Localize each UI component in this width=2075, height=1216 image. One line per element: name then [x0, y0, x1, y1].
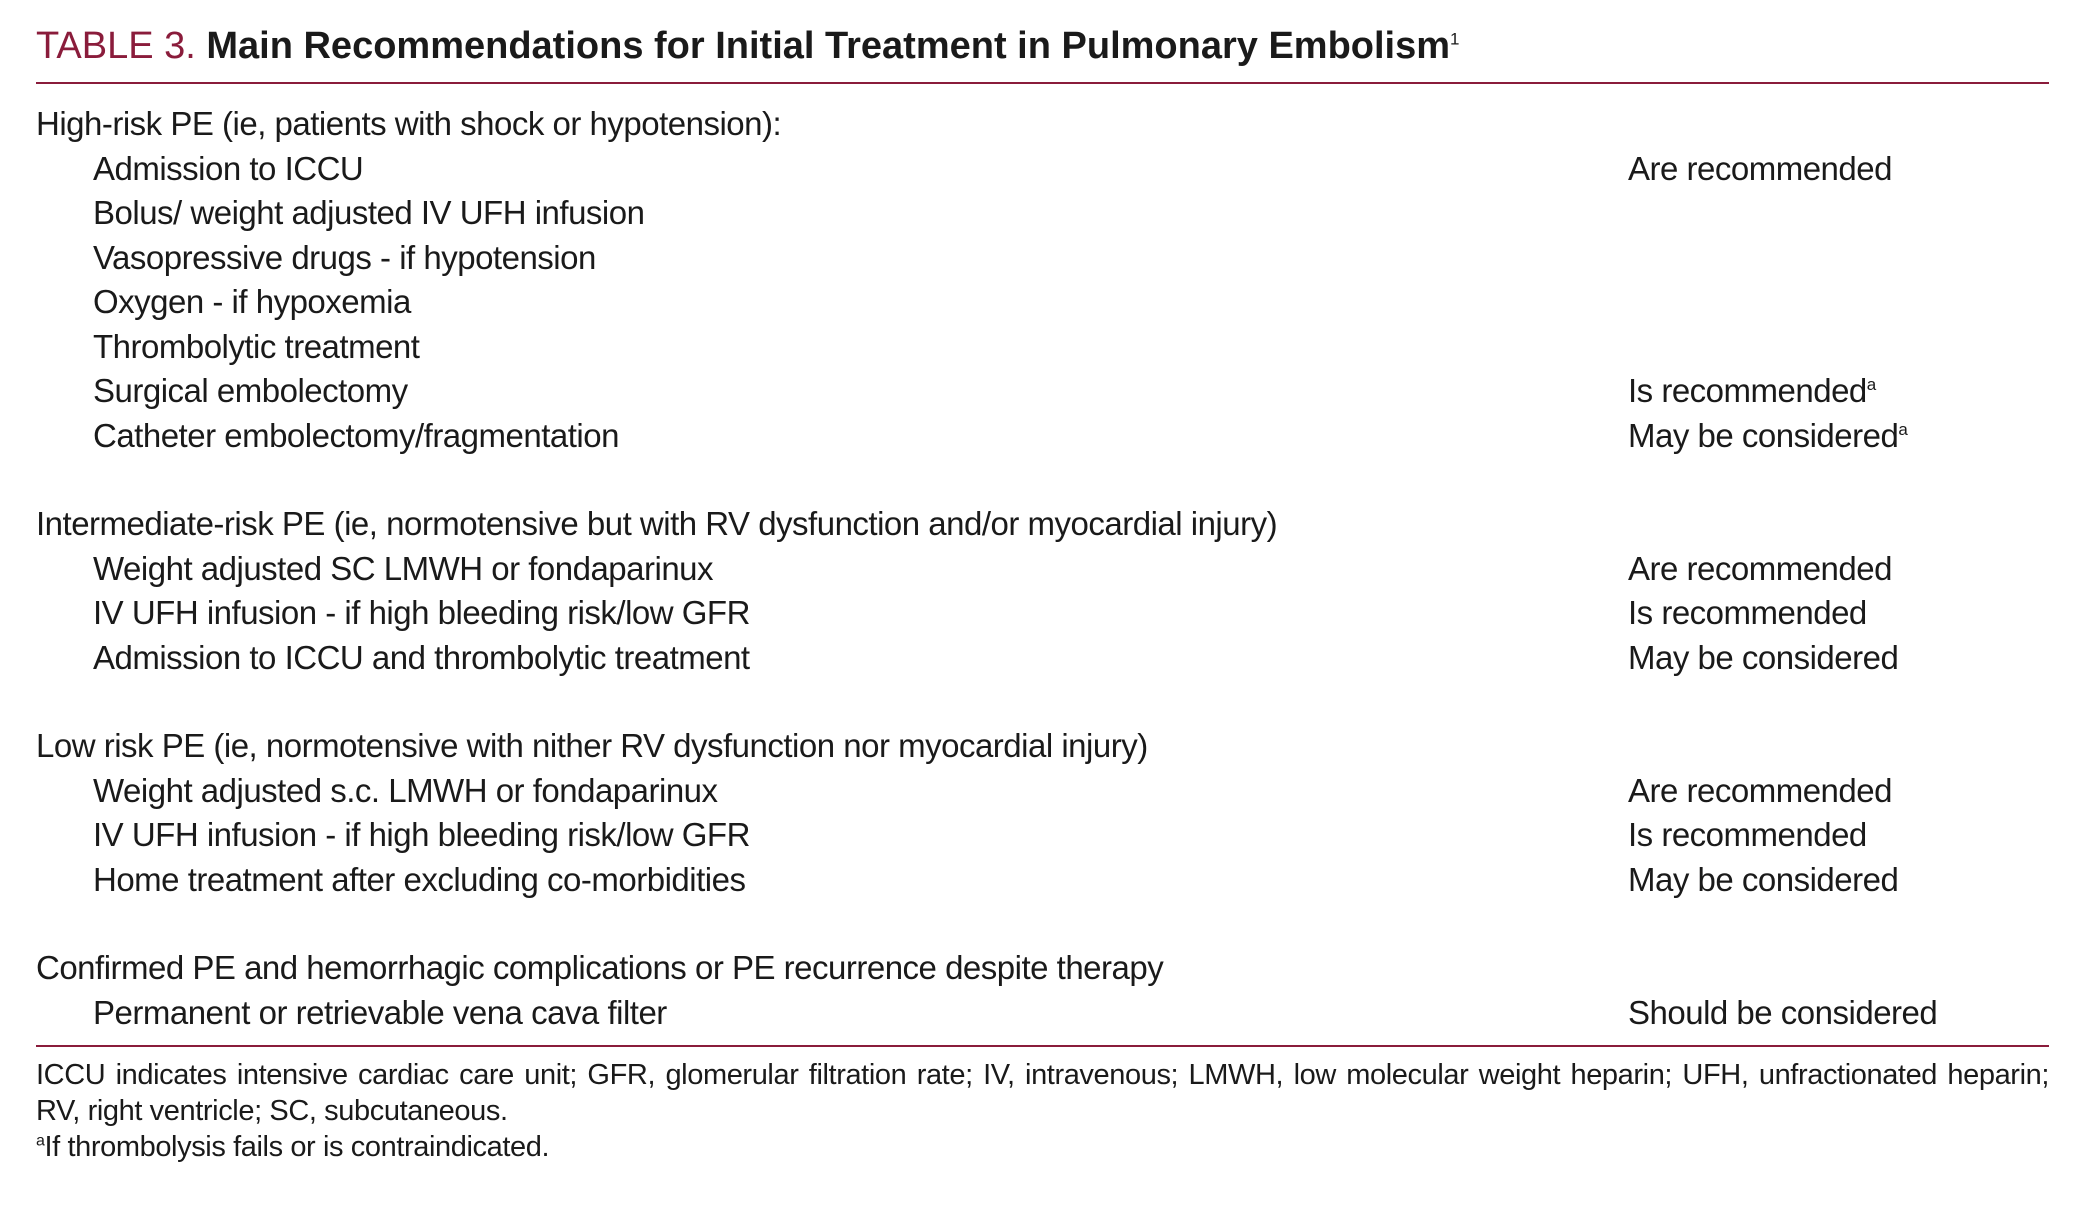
bottom-divider [36, 1045, 2049, 1047]
treatment-cell: Oxygen - if hypoxemia [93, 283, 411, 320]
treatment-cell: Weight adjusted s.c. LMWH or fondaparinux [93, 771, 718, 809]
treatment-cell: Vasopressive drugs - if hypotension [93, 238, 596, 276]
section-heading: Low risk PE (ie, normotensive with nither RV dysfunction nor myocardial injury) [36, 727, 1148, 764]
recommendation-footnote-marker: a [1898, 419, 1908, 439]
footnotes [36, 1057, 2049, 1165]
treatment-cell: Home treatment after excluding co-morbidities [93, 860, 746, 898]
treatment-cell: Permanent or retrievable vena cava filter [93, 993, 667, 1031]
table-section [36, 946, 2049, 1035]
recommendation-cell [1628, 369, 2049, 414]
recommendation-text: Is recommended [1628, 372, 1867, 409]
table-row [36, 414, 2049, 459]
recommendation-cell [1628, 147, 2049, 192]
treatment-cell: Surgical embolectomy [93, 372, 408, 409]
table-section [36, 724, 2049, 902]
recommendation-text: May be considered [1628, 416, 1899, 454]
table-row [36, 813, 2049, 858]
recommendation-cell [1628, 769, 2049, 814]
recommendation-cell [1628, 591, 2049, 636]
treatment-cell: Bolus/ weight adjusted IV UFH infusion [93, 194, 645, 231]
section-heading: Intermediate-risk PE (ie, normotensive but with RV dysfunction and/or myocardial injury) [36, 505, 1278, 542]
recommendation-cell [1628, 414, 2049, 459]
treatment-cell: Admission to ICCU and thrombolytic treatment [93, 638, 750, 676]
table-row [36, 547, 2049, 592]
footnote-a-text: If thrombolysis fails or is contraindicated. [44, 1131, 550, 1163]
table-row [36, 991, 2049, 1036]
recommendation-cell [1628, 991, 2049, 1036]
recommendation-cell [1628, 858, 2049, 903]
table-row [36, 591, 2049, 636]
table-row [36, 858, 2049, 903]
recommendation-text: Are recommended [1628, 549, 1892, 587]
table-row [36, 280, 2049, 325]
treatment-cell: Weight adjusted SC LMWH or fondaparinux [93, 549, 714, 587]
table-section [36, 102, 2049, 458]
table-row [36, 236, 2049, 281]
section-heading: Confirmed PE and hemorrhagic complications or PE recurrence despite therapy [36, 949, 1164, 986]
recommendation-text: May be considered [1628, 638, 1899, 676]
table-row [36, 325, 2049, 370]
table-row [36, 636, 2049, 681]
abbreviations-footnote: ICCU indicates intensive cardiac care unit; GFR, glomerular filtration rate; IV, intravenous; LMWH, low molecular weight heparin; UFH, unfractionated heparin; RV, right ventricle; SC, subcutaneous. [36, 1059, 2049, 1127]
footnote-a [36, 1129, 2049, 1165]
table-row [36, 369, 2049, 414]
recommendation-text: Is recommended [1628, 594, 1867, 631]
recommendation-cell [1628, 813, 2049, 858]
table-row [36, 147, 2049, 192]
table-body [36, 84, 2049, 1035]
table-section [36, 502, 2049, 680]
treatment-cell: Admission to ICCU [93, 149, 364, 187]
recommendation-footnote-marker: a [1866, 375, 1876, 394]
recommendation-text: Are recommended [1628, 149, 1892, 187]
table-title [36, 20, 2049, 72]
recommendation-text: Should be considered [1628, 993, 1938, 1031]
treatment-cell: IV UFH infusion - if high bleeding risk/low GFR [93, 816, 750, 853]
table-label: TABLE 3. [36, 25, 196, 67]
recommendation-text: May be considered [1628, 860, 1899, 898]
table-caption: Main Recommendations for Initial Treatment in Pulmonary Embolism [206, 25, 1451, 67]
table-row [36, 191, 2049, 236]
treatment-cell: Thrombolytic treatment [93, 327, 420, 365]
treatment-cell: Catheter embolectomy/fragmentation [93, 416, 619, 454]
recommendation-cell [1628, 636, 2049, 681]
recommendation-text: Is recommended [1628, 816, 1867, 853]
recommendation-text: Are recommended [1628, 771, 1892, 809]
table-figure [36, 20, 2049, 1165]
treatment-cell: IV UFH infusion - if high bleeding risk/low GFR [93, 594, 750, 631]
recommendation-cell [1628, 547, 2049, 592]
section-heading: High-risk PE (ie, patients with shock or hypotension): [36, 105, 782, 142]
title-reference: 1 [1450, 29, 1460, 49]
table-row [36, 769, 2049, 814]
footnote-a-marker: a [36, 1132, 45, 1150]
